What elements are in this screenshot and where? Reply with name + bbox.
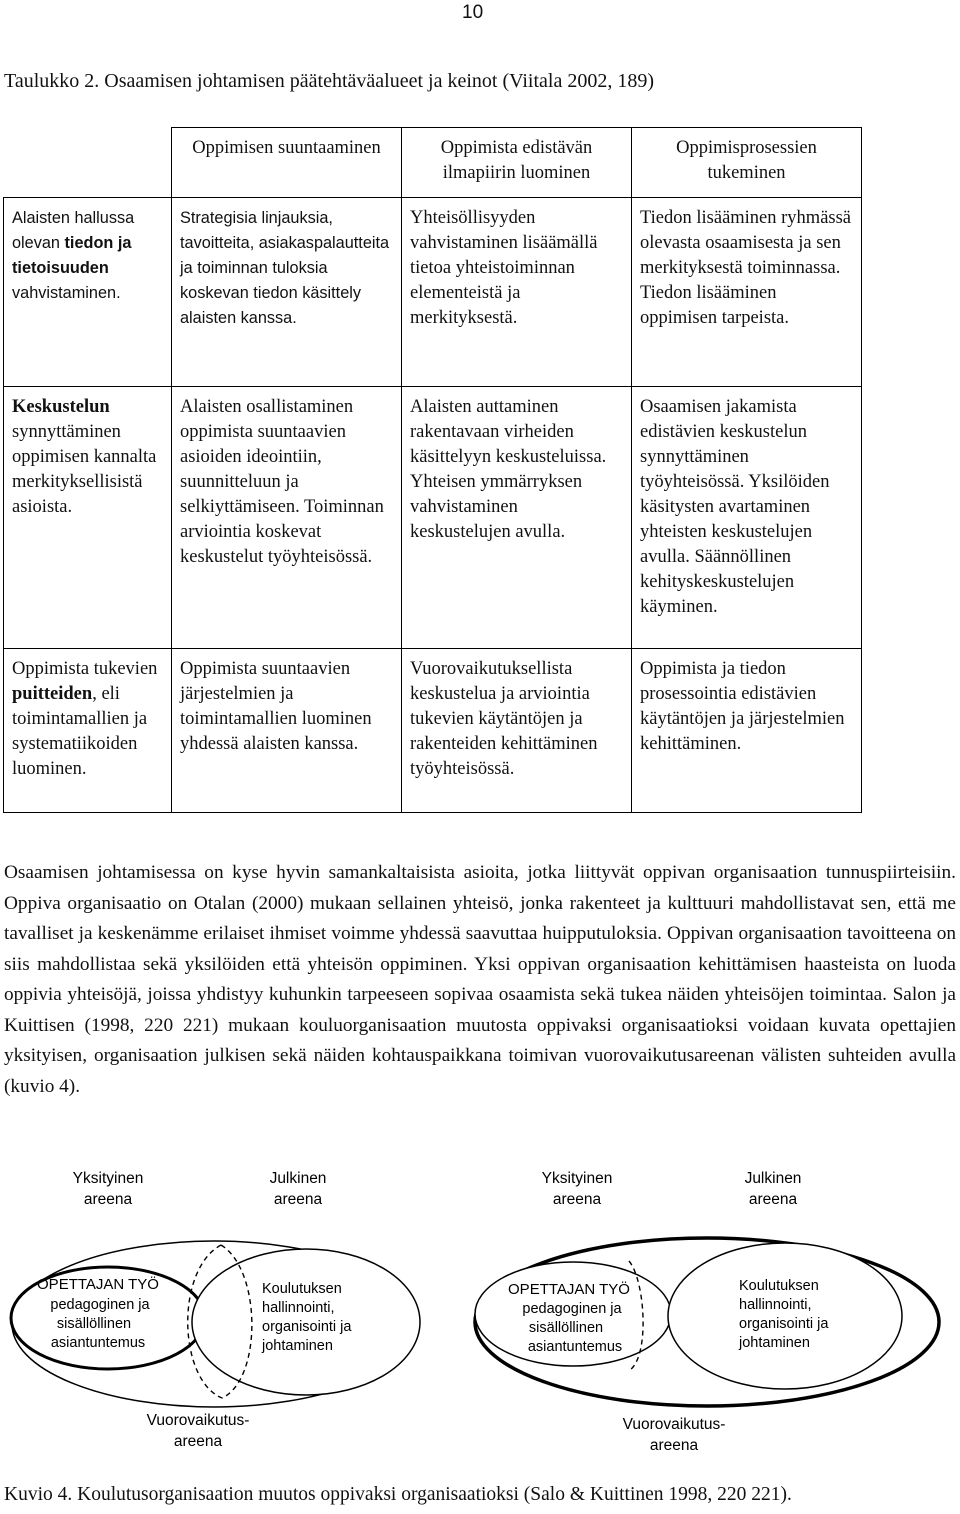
- table-header-row: [4, 128, 862, 198]
- row-label-emphasis: puitteiden: [12, 684, 93, 704]
- row-label-text: , eli toimintamallien ja systematiikoiden luominen.: [12, 684, 148, 779]
- table-caption: Taulukko 2. Osaamisen johtamisen päätehtäväalueet ja keinot (Viitala 2002, 189): [4, 70, 654, 92]
- row-label-text: Alaisten hallussa olevan: [12, 209, 135, 252]
- private-arena-label: Yksityinen areena: [541, 1170, 613, 1208]
- interaction-arena-label: Vuorovaikutus-areena: [622, 1416, 726, 1454]
- row-label-text: Oppimista tukevien: [12, 659, 158, 679]
- table-header-cell: Oppimisen suuntaaminen: [172, 128, 402, 198]
- table-cell: Oppimista ja tiedon prosessointia edistävien käytäntöjen ja järjestelmien kehittäminen.: [632, 649, 862, 813]
- table-cell: Osaamisen jakamista edistävien keskustelun synnyttäminen työyhteisössä. Yksilöiden käsitysten avartaminen yhteisten keskustelujen avulla. Säännöllinen kehityskeskustelujen käyminen.: [632, 387, 862, 649]
- table-header-cell: Oppimisprosessien tukeminen: [632, 128, 862, 198]
- teacher-work-title: OPETTAJAN TYÖ: [508, 1281, 630, 1298]
- competence-management-table: [3, 127, 862, 813]
- public-arena-label: Julkinen areena: [269, 1170, 327, 1208]
- body-paragraph: Osaamisen johtamisessa on kyse hyvin samankaltaisista asioita, jotka liittyvät oppivan organisaation tunnuspiirteisiin. Oppiva organisaatio on Otalan (2000) mukaan sellainen yhteisö, jonka rakenteet ja kulttuuri mahdollistavat sen, että me tavalliset ja keskenämme erilaiset ihmiset voimme yhdessä saavuttaa huipputuloksia. Oppivan organisaation tavoitteena on siis mahdollistaa sekä yksilöiden että yhteisön oppiminen. Yksi oppivan organisaation kehittämisen haasteista on luoda oppivia yhteisöjä, joissa yhdistyy kuhunkin tarpeeseen sopivaa osaamista sekä tukea näiden yhteisöjen toimintaa. Salon ja Kuittisen (1998, 220 221) mukaan kouluorganisaation muutosta oppivaksi organisaatioksi voidaan kuvata opettajien yksityisen, organisaation julkisen sekä näiden kohtauspaikkana toimivan vuorovaikutusareenan välisten suhteiden avulla (kuvio 4).: [4, 862, 956, 1097]
- table-cell: Alaisten auttaminen rakentavaan virheiden käsittelyyn keskusteluissa. Yhteisen ymmärryksen vahvistaminen keskustelujen avulla.: [402, 387, 632, 649]
- table-corner-cell: [4, 128, 172, 198]
- row-label-emphasis: tiedon ja tietoisuuden: [12, 234, 132, 277]
- table-row: [4, 198, 862, 387]
- figure-arena-diagram: [0, 1150, 960, 1480]
- administration-text: Koulutuksen hallinnointi, organisointi ja johtaminen: [262, 1281, 352, 1354]
- row-label-cell: [4, 387, 172, 649]
- teacher-work-title: OPETTAJAN TYÖ: [37, 1276, 159, 1293]
- private-arena-label: Yksityinen areena: [72, 1170, 144, 1208]
- teacher-work-text: pedagoginen ja sisällöllinen asiantuntemus: [50, 1297, 150, 1351]
- table-cell: Alaisten osallistaminen oppimista suuntaavien asioiden ideointiin, suunnitteluun ja selkiyttämiseen. Toiminnan arviointia koskevat keskustelut työyhteisössä.: [172, 387, 402, 649]
- row-label-text: vahvistaminen.: [12, 284, 121, 302]
- public-arena-label: Julkinen areena: [744, 1170, 802, 1208]
- figure-caption: Kuvio 4. Koulutusorganisaation muutos oppivaksi organisaatioksi (Salo & Kuittinen 1998, 220 221).: [4, 1484, 792, 1505]
- administration-text: Koulutuksen hallinnointi, organisointi ja johtaminen: [739, 1278, 829, 1351]
- row-label-cell: [4, 198, 172, 387]
- interaction-arena-label: Vuorovaikutus-areena: [146, 1412, 250, 1450]
- row-label-emphasis: Keskustelun: [12, 397, 110, 417]
- table-row: [4, 649, 862, 813]
- table-cell: Vuorovaikutuksellista keskustelua ja arviointia tukevien käytäntöjen ja rakenteiden kehittäminen työyhteisössä.: [402, 649, 632, 813]
- figure-left-panel: [11, 1170, 420, 1450]
- table-row: [4, 387, 862, 649]
- teacher-work-text: pedagoginen ja sisällöllinen asiantuntemus: [522, 1301, 623, 1355]
- page-number: 10: [462, 2, 484, 23]
- row-label-cell: [4, 649, 172, 813]
- table-header-cell: Oppimista edistävän ilmapiirin luominen: [402, 128, 632, 198]
- row-label-text: synnyttäminen oppimisen kannalta merkityksellisistä asioista.: [12, 422, 157, 517]
- figure-right-panel: [475, 1170, 939, 1454]
- table-cell: Strategisia linjauksia, tavoitteita, asiakaspalautteita ja toiminnan tuloksia koskevan tiedon käsittely alaisten kanssa.: [172, 198, 402, 387]
- table-cell: Oppimista suuntaavien järjestelmien ja toimintamallien luominen yhdessä alaisten kanssa.: [172, 649, 402, 813]
- table-cell: Yhteisöllisyyden vahvistaminen lisäämällä tietoa yhteistoiminnan elementeistä ja merkityksestä.: [402, 198, 632, 387]
- table-cell: Tiedon lisääminen ryhmässä olevasta osaamisesta ja sen merkityksestä toiminnassa. Tiedon lisääminen oppimisen tarpeista.: [632, 198, 862, 387]
